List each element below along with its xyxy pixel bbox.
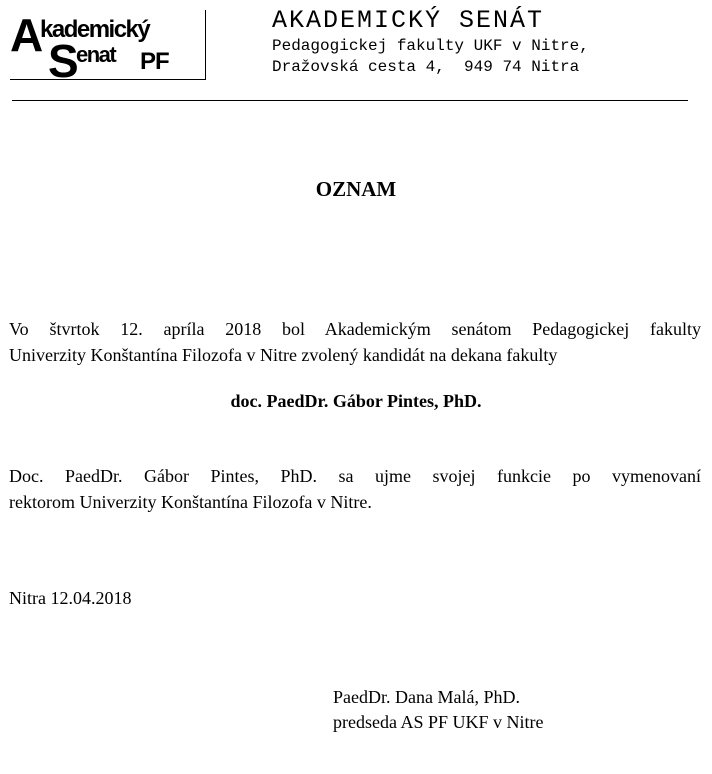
logo-text-kademicky: kademický	[40, 16, 150, 43]
letterhead-address-line-1: Pedagogickej fakulty UKF v Nitre,	[272, 37, 589, 55]
paragraph-line: Vo štvrtok 12. apríla 2018 bol Akademickým senátom Pedagogickej fakulty	[9, 319, 701, 339]
letterhead-title: AKADEMICKÝ SENÁT	[272, 6, 545, 35]
place-and-date: Nitra 12.04.2018	[9, 588, 132, 608]
letterhead	[272, 6, 589, 78]
logo-text-pf: PF	[140, 48, 169, 75]
senate-logo	[10, 9, 206, 87]
letterhead-address-line-2: Dražovská cesta 4, 949 74 Nitra	[272, 58, 580, 76]
appointment-paragraph	[9, 463, 701, 515]
document-heading: OZNAM	[315, 177, 397, 201]
candidate-name: doc. PaedDr. Gábor Pintes, PhD.	[230, 391, 482, 411]
logo-letter-s: S	[48, 35, 76, 87]
signatory-role: predseda AS PF UKF v Nitre	[333, 712, 544, 732]
logo-letter-a: A	[10, 9, 41, 61]
announcement-paragraph	[9, 316, 701, 368]
paragraph-line: Doc. PaedDr. Gábor Pintes, PhD. sa ujme svojej funkcie po vymenovaní	[9, 466, 701, 486]
header-divider	[12, 100, 688, 101]
paragraph-line: rektorom Univerzity Konštantína Filozofa v Nitre.	[9, 492, 372, 512]
signatory-name: PaedDr. Dana Malá, PhD.	[333, 687, 520, 707]
logo-text-enat: enat	[76, 42, 116, 67]
paragraph-line: Univerzity Konštantína Filozofa v Nitre zvolený kandidát na dekana fakulty	[9, 345, 558, 365]
signature-block	[333, 685, 544, 735]
